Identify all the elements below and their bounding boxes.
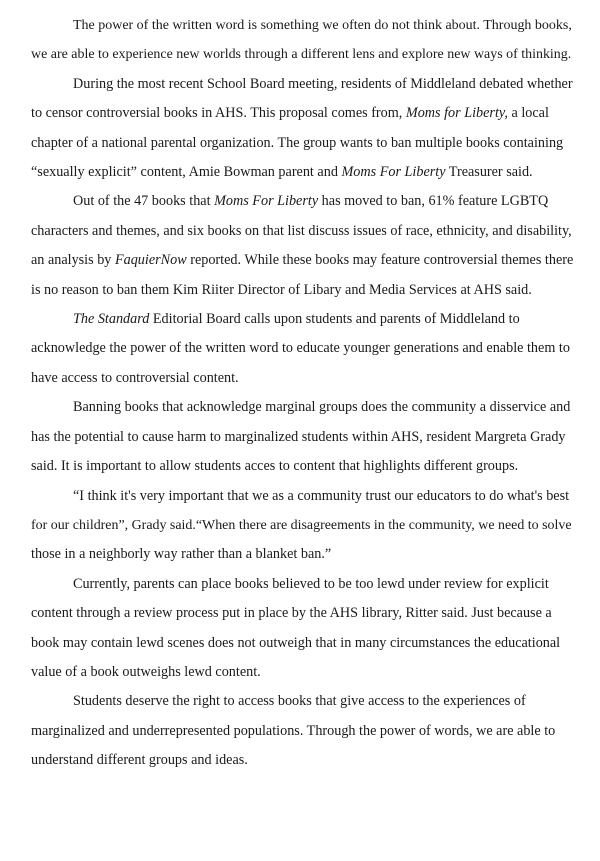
text-run: characters and themes, and six books on that list discuss issues of race, ethnicity, and disability, [31,222,572,239]
text-run: has the potential to cause harm to marginalized students within AHS, resident Margreta Grady [31,428,566,445]
text-run: value of a book outweighs lewd content. [31,663,261,680]
paragraph [31,393,573,481]
text-run: chapter of a national parental organization. The group wants to ban multiple books containing [31,134,564,151]
text-line [31,687,573,716]
text-run: acknowledge the power of the written word to educate younger generations and enable them to [31,340,570,357]
text-line [31,629,573,658]
text-line [31,452,573,481]
text-run: has moved to ban, 61% feature LGBTQ [318,193,549,210]
text-line [31,246,573,275]
paragraph [31,305,573,393]
text-run: “I think it's very important that we as a community trust our educators to do what's best [73,487,570,504]
text-run: Treasurer said. [445,164,533,181]
text-run: marginalized and underrepresented populations. Through the power of words, we are able to [31,722,556,739]
paragraph [31,11,573,70]
paragraph [31,570,573,688]
text-run: an analysis by [31,252,115,269]
text-run: “sexually explicit” content, Amie Bowman parent and [31,164,342,181]
text-run: have access to controversial content. [31,369,239,386]
text-line [31,746,573,775]
text-run: understand different groups and ideas. [31,752,248,769]
text-line [31,305,573,334]
text-run: to censor controversial books in AHS. This proposal comes from, [31,105,406,122]
text-run: During the most recent School Board meeting, residents of Middleland debated whether [73,75,573,92]
text-line [31,187,573,216]
text-line [31,599,573,628]
text-line [31,658,573,687]
text-run: is no reason to ban them Kim Riiter Director of Libary and Media Services at AHS said. [31,281,532,298]
italic-title: Moms for Liberty, [405,105,508,122]
text-line [31,540,573,569]
text-line [31,482,573,511]
text-line [31,217,573,246]
text-line [31,158,573,187]
text-line [31,99,573,128]
text-run: those in a neighborly way rather than a blanket ban.” [31,546,332,563]
text-line [31,364,573,393]
text-line [31,334,573,363]
paragraph [31,687,573,775]
text-line [31,11,573,40]
paragraph [31,482,573,570]
text-run: reported. While these books may feature controversial themes there [186,252,574,269]
article-body [31,11,573,776]
italic-title: The Standard [73,311,150,328]
text-line [31,276,573,305]
text-line [31,70,573,99]
text-line [31,40,573,69]
text-line [31,129,573,158]
text-run: Currently, parents can place books believed to be too lewd under review for explicit [73,575,549,592]
text-run: The power of the written word is something we often do not think about. Through books, [73,18,572,33]
text-run: we are able to experience new worlds through a different lens and explore new ways of thinking. [31,47,572,63]
text-line [31,511,573,540]
text-line [31,423,573,452]
text-run: Out of the 47 books that [73,193,215,210]
text-line [31,570,573,599]
paragraph [31,70,573,188]
text-run: Editorial Board calls upon students and parents of Middleland to [149,311,520,328]
italic-title: Moms For Liberty [214,193,319,210]
text-run: said. It is important to allow students acces to content that highlights different groups. [31,458,519,475]
text-run: a local [507,105,549,122]
text-run: Banning books that acknowledge marginal groups does the community a disservice and [73,399,571,416]
italic-title: FaquierNow [114,252,187,269]
text-run: for our children”, Grady said.“When there are disagreements in the community, we need to solve [31,517,572,533]
text-line [31,393,573,422]
italic-title: Moms For Liberty [341,164,446,181]
text-run: Students deserve the right to access books that give access to the experiences of [73,693,526,710]
paragraph [31,187,573,305]
text-run: book may contain lewd scenes does not outweigh that in many circumstances the educational [31,634,561,651]
text-line [31,717,573,746]
text-run: content through a review process put in place by the AHS library, Ritter said. Just because a [31,605,552,622]
